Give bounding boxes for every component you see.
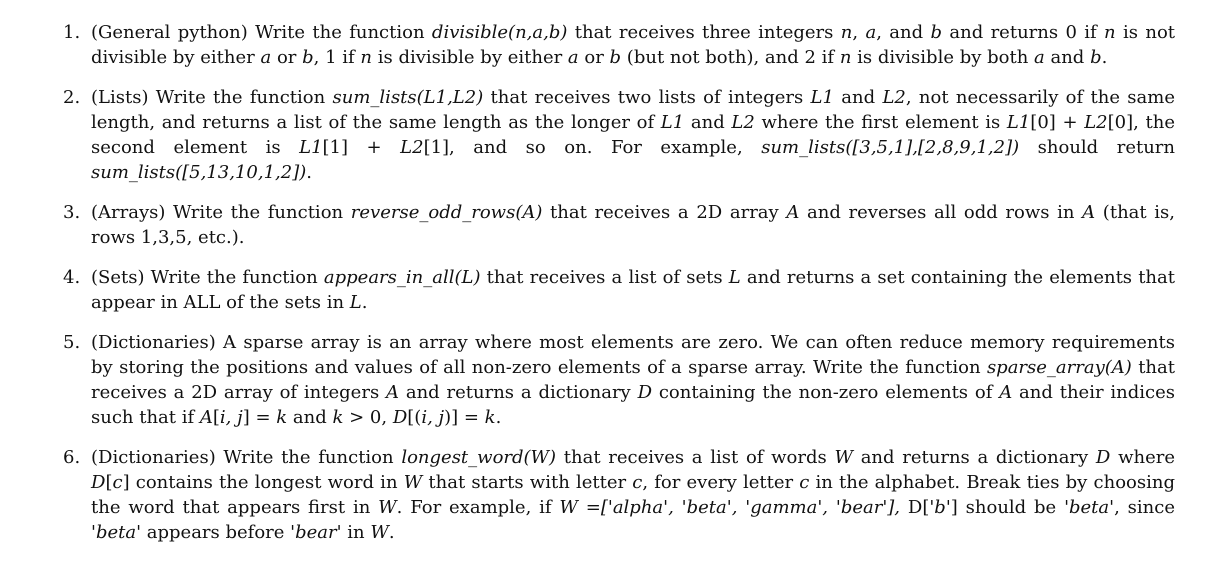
text-run: . [361,292,368,313]
text-run: appears before [141,522,291,543]
problem-number: 4. [63,267,81,288]
text-run: (that is, rows 1,3,5, etc.). [91,202,1175,248]
problem-item [63,445,1175,545]
text-run: is divisible by either [372,47,568,68]
text-run: and returns 0 if [942,22,1105,43]
math-text: i, j [219,407,243,428]
math-text: W [559,497,578,518]
math-text: L2 [1084,112,1108,133]
text-run: [ [212,407,220,428]
math-text: L1 [299,137,323,158]
problem-text [91,87,1175,183]
math-text: L [728,267,741,288]
math-text: appears_in_all(L) [323,267,481,288]
math-text: a [567,47,579,68]
math-text: L [349,292,362,313]
text-run: and [833,87,883,108]
math-text: D [1095,447,1111,468]
math-text: a [1034,47,1045,68]
text-run: [ [105,472,113,493]
text-run: (Arrays) Write the function [91,202,351,223]
math-text: a [865,22,877,43]
text-run: (Lists) Write the function [91,87,333,108]
text-run: or [271,47,303,68]
math-text: =['alpha', 'beta', 'gamma', 'bear'], [577,497,908,518]
text-run: . [388,522,395,543]
text-run: that receives three integers [567,22,841,43]
text-run: [1], and so on. For example, [423,137,762,158]
text-run: , and [876,22,931,43]
math-text: longest_word(W) [401,447,557,468]
problem-item [63,200,1175,250]
math-text: b [302,47,314,68]
math-text: L2 [882,87,906,108]
text-run: (Dictionaries) A sparse array is an array where most elements are zero. We can often reduce memory requirements by storing the positions and values of all non-zero elements of a sparse array. Write the function [91,332,1175,378]
math-text: L2 [400,137,424,158]
text-run: that receives a list of sets [480,267,729,288]
text-run: and [1044,47,1091,68]
text-run: or [578,47,610,68]
text-run: , for every letter [642,472,800,493]
math-text: k [276,407,288,428]
text-run: D [907,497,923,518]
text-run: and their indices such that if [91,382,1175,428]
math-text: A [199,407,213,428]
math-text: k [332,407,344,428]
math-text: c [799,472,810,493]
text-run: where [1110,447,1175,468]
math-text: n [840,22,853,43]
math-text: b [609,47,622,68]
math-text: c [632,472,643,493]
text-run: , [852,22,866,43]
text-run: that receives two lists of integers [483,87,811,108]
math-text: L1 [1006,112,1031,133]
math-text: n [1104,22,1116,43]
math-text: W [378,497,397,518]
problem-text [91,332,1175,428]
text-run: ] contains the longest word in [122,472,404,493]
text-run: )] = [444,407,485,428]
text-run: in the alphabet. Break ties by choosing the word that appears first in [91,472,1175,518]
text-run: in [341,522,371,543]
text-run: . For example, if [396,497,560,518]
text-run: ] = [242,407,277,428]
problem-item [63,330,1175,430]
problem-number: 1. [63,22,81,43]
math-text: W [834,447,853,468]
text-run: is not divisible by either [91,22,1176,68]
math-text: c [112,472,123,493]
text-run: [0], the second element is [91,112,1175,158]
text-run: that receives a list of words [556,447,835,468]
math-text: L1 [810,87,834,108]
math-text: b [930,22,943,43]
problem-text [91,202,1175,248]
math-text: 'bear' [290,522,342,543]
text-run: (but not both), and 2 if [621,47,840,68]
math-text: n [360,47,372,68]
text-run: , not necessarily of the same length, and returns a list of the same length as the longer of [91,87,1175,133]
text-run: (General python) Write the function [91,22,432,43]
text-run: . [1101,47,1108,68]
text-run: and [287,407,333,428]
math-text: W [370,522,389,543]
math-text: sum_lists([5,13,10,1,2]) [91,162,307,183]
math-text: k [484,407,496,428]
problem-item [63,85,1175,185]
text-run: and returns a dictionary [852,447,1096,468]
math-text: A [786,202,800,223]
text-run: and [684,112,732,133]
text-run: that starts with letter [422,472,633,493]
math-text: i, j [421,407,445,428]
problem-text [91,22,1175,68]
problem-item [63,265,1175,315]
math-text: A [386,382,400,403]
math-text: 'beta' [1064,497,1115,518]
problem-text [91,267,1175,313]
text-run: [1] + [322,137,401,158]
text-run: [( [407,407,422,428]
text-run: , since [1114,497,1175,518]
math-text: A [1082,202,1096,223]
math-text: W [403,472,423,493]
text-run: that receives a 2D array [542,202,787,223]
problem-list [63,20,1175,545]
problem-number: 5. [63,332,81,353]
text-run: . [306,162,312,183]
text-run: (Sets) Write the function [91,267,324,288]
math-text: sum_lists([3,5,1],[2,8,9,1,2]) [761,137,1020,158]
problem-number: 6. [63,447,81,468]
text-run: containing the non-zero elements of [652,382,1000,403]
problem-number: 3. [63,202,81,223]
math-text: n [839,47,852,68]
math-text: sparse_array(A) [986,357,1132,378]
math-text: a [260,47,272,68]
text-run: that receives a 2D array of integers [91,357,1175,403]
math-text: reverse_odd_rows(A) [350,202,543,223]
math-text: D [392,407,408,428]
text-run: and returns a set containing the elements that appear in ALL of the sets in [91,267,1175,313]
text-run: '] should be [945,497,1065,518]
math-text: sum_lists(L1,L2) [332,87,484,108]
problem-item [63,20,1175,70]
text-run: , 1 if [313,47,361,68]
math-text: L1 [660,112,685,133]
math-text: A [999,382,1013,403]
math-text: b [934,497,946,518]
text-run: should return [1019,137,1176,158]
math-text: b [1090,47,1102,68]
problem-text [91,447,1175,543]
text-run: where the first element is [754,112,1007,133]
text-run: (Dictionaries) Write the function [91,447,402,468]
text-run: is divisible by both [851,47,1035,68]
text-run: . [495,407,502,428]
math-text: D [637,382,652,403]
text-run: [0] + [1030,112,1085,133]
text-run: [' [922,497,935,518]
math-text: divisible(n,a,b) [431,22,568,43]
problem-number: 2. [63,87,81,108]
math-text: L2 [731,112,755,133]
math-text: D [91,472,106,493]
text-run: and returns a dictionary [399,382,638,403]
math-text: 'beta' [91,522,142,543]
text-run: and reverses all odd rows in [799,202,1083,223]
text-run: > 0, [343,407,393,428]
